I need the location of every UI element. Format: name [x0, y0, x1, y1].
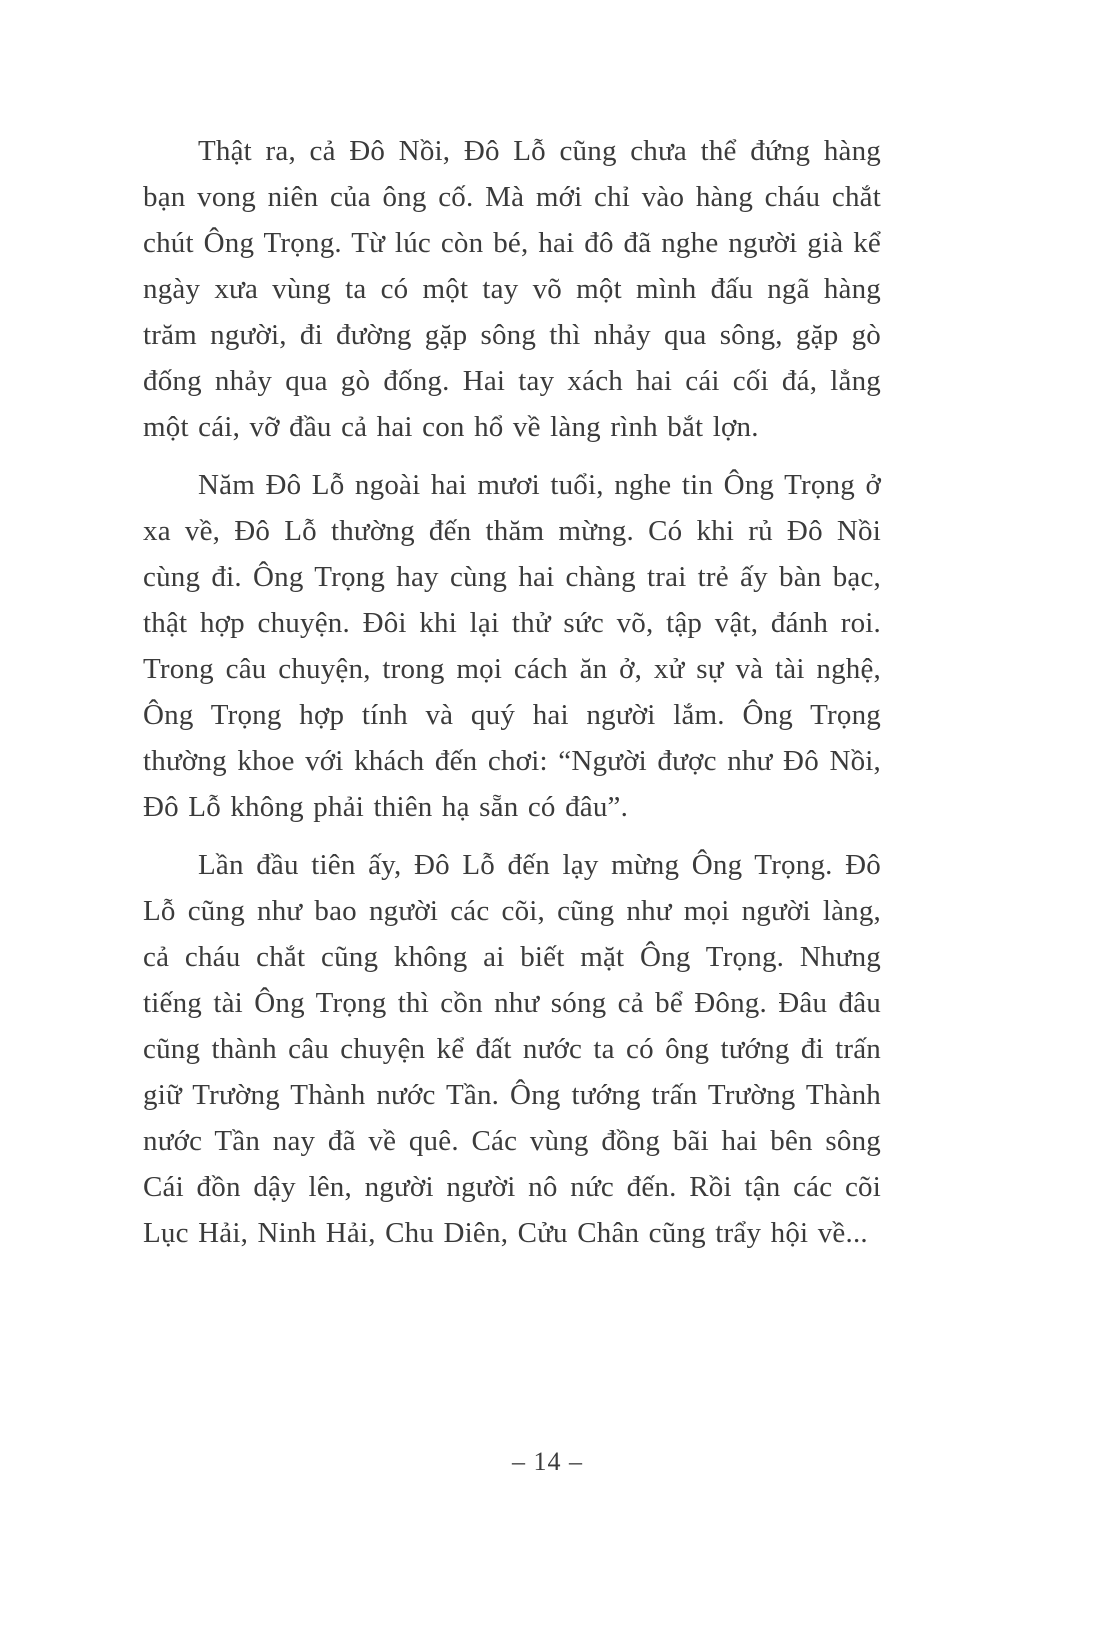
paragraph-1: Thật ra, cả Đô Nồi, Đô Lỗ cũng chưa thể đứng hàng bạn vong niên của ông cố. Mà mới chỉ vào hàng cháu chắt chút Ông Trọng. Từ lúc còn bé, hai đô đã nghe người già kể ngày xưa vùng ta có một tay võ một mình đấu ngã hàng trăm người, đi đường gặp sông thì nhảy qua sông, gặp gò đống nhảy qua gò đống. Hai tay xách hai cái cối đá, lẳng một cái, vỡ đầu cả hai con hổ về làng rình bắt lợn.: [143, 135, 881, 443]
page-number: – 14 –: [512, 1447, 583, 1476]
paragraph-3: Lần đầu tiên ấy, Đô Lỗ đến lạy mừng Ông Trọng. Đô Lỗ cũng như bao người các cõi, cũng như mọi người làng, cả cháu chắt cũng không ai biết mặt Ông Trọng. Nhưng tiếng tài Ông Trọng thì cồn như sóng cả bể Đông. Đâu đâu cũng thành câu chuyện kể đất nước ta có ông tướng đi trấn giữ Trường Thành nước Tần. Ông tướng trấn Trường Thành nước Tần nay đã về quê. Các vùng đồng bãi hai bên sông Cái đồn dậy lên, người người nô nức đến. Rồi tận các cõi Lục Hải, Ninh Hải, Chu Diên, Cửu Chân cũng trẩy hội về...: [143, 849, 881, 1249]
paragraph-2: Năm Đô Lỗ ngoài hai mươi tuổi, nghe tin Ông Trọng ở xa về, Đô Lỗ thường đến thăm mừng. Có khi rủ Đô Nồi cùng đi. Ông Trọng hay cùng hai chàng trai trẻ ấy bàn bạc, thật hợp chuyện. Đôi khi lại thử sức võ, tập vật, đánh roi. Trong câu chuyện, trong mọi cách ăn ở, xử sự và tài nghệ, Ông Trọng hợp tính và quý hai người lắm. Ông Trọng thường khoe với khách đến chơi: “Người được như Đô Nồi, Đô Lỗ không phải thiên hạ sẵn có đâu”.: [143, 469, 881, 823]
page-text-block: [143, 128, 881, 1268]
